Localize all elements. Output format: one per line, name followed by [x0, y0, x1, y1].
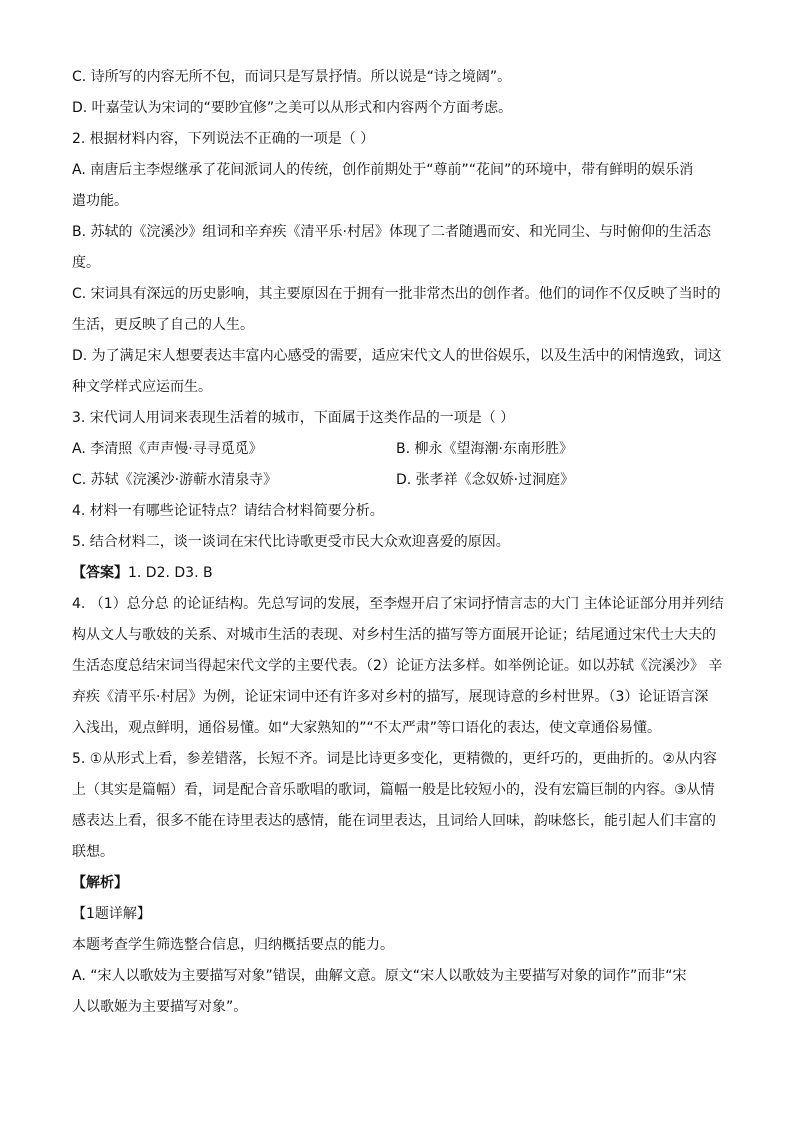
analysis-label: 【解析】 — [72, 875, 128, 891]
answer-text: 1. D2. D3. B — [128, 565, 213, 581]
text-line: 度。 — [72, 255, 100, 271]
text-line: 种文学样式应运而生。 — [72, 379, 212, 395]
q3-options-row-1 — [72, 434, 724, 465]
answer-4-line: 入浅出，观点鲜明，通俗易懂。如“大家熟知的”“不太严肃”等口语化的表达，使文章通俗易懂。 — [72, 720, 662, 736]
answer-5-line: 感表达上看，很多不能在诗里表达的感情，能在词里表达，且词给人回味，韵味悠长，能引起人们丰富的 — [72, 813, 716, 829]
question-5: 5. 结合材料二，谈一谈词在宋代比诗歌更受市民大众欢迎喜爱的原因。 — [72, 534, 510, 550]
question-3: 3. 宋代词人用词来表现生活着的城市，下面属于这类作品的一项是（ ） — [72, 410, 515, 426]
text-line: D. 叶嘉莹认为宋词的“要眇宜修”之美可以从形式和内容两个方面考虑。 — [72, 100, 513, 116]
text-line: 生活，更反映了自己的人生。 — [72, 317, 254, 333]
answer-label: 【答案】 — [72, 565, 128, 581]
detail-line: 本题考查学生筛选整合信息，归纳概括要点的能力。 — [72, 937, 394, 953]
q3-options-row-2 — [72, 465, 724, 496]
answer-4-line: 4. （1）总分总 的论证结构。先总写词的发展，至李煜开启了宋词抒情言志的大门 主体论证部分用并列结 — [72, 596, 724, 612]
text-line: C. 诗所写的内容无所不包，而词只是写景抒情。所以说是“诗之境阔”。 — [72, 69, 512, 85]
detail-line: 人以歌姬为主要描写对象”。 — [72, 999, 248, 1015]
question-4: 4. 材料一有哪些论证特点？请结合材料简要分析。 — [72, 503, 384, 519]
answer-4-line: 生活态度总结宋词当得起宋代文学的主要代表。（2）论证方法多样。如举例论证。如以苏轼《浣溪沙》 辛 — [72, 658, 723, 674]
answer-4-line: 弃疾《清平乐·村居》为例，论证宋词中还有许多对乡村的描写，展现诗意的乡村世界。（3）论证语言深 — [72, 689, 709, 705]
question-2: 2. 根据材料内容，下列说法不正确的一项是（ ） — [72, 131, 375, 147]
text-line: C. 宋词具有深远的历史影响，其主要原因在于拥有一批非常杰出的创作者。他们的词作不仅反映了当时的 — [72, 286, 721, 302]
answer-5-line: 联想。 — [72, 844, 114, 860]
answer-5-line: 上（其实是篇幅）看，词是配合音乐歌唱的歌词，篇幅一般是比较短小的，没有宏篇巨制的内容。③从情 — [72, 782, 715, 798]
q3-option-b: B. 柳永《望海潮·东南形胜》 — [396, 441, 573, 457]
q3-option-d: D. 张孝祥《念奴娇·过洞庭》 — [396, 472, 575, 488]
detail-label: 【1题详解】 — [72, 906, 151, 922]
detail-line: A. “宋人以歌妓为主要描写对象”错误，曲解文意。原文“宋人以歌妓为主要描写对象的词作”而非“宋 — [72, 968, 687, 984]
q3-option-a: A. 李清照《声声慢·寻寻觅觅》 — [72, 441, 263, 457]
text-line: D. 为了满足宋人想要表达丰富内心感受的需要，适应宋代文人的世俗娱乐，以及生活中的闲情逸致，词这 — [72, 348, 722, 364]
text-line: A. 南唐后主李煜继承了花间派词人的传统，创作前期处于“尊前”“花间”的环境中，带有鲜明的娱乐消 — [72, 162, 694, 178]
answer-4-line: 构从文人与歌妓的关系、对城市生活的表现、对乡村生活的描写等方面展开论证；结尾通过宋代士大夫的 — [72, 627, 716, 643]
document-page — [72, 62, 724, 1023]
answer-5-line: 5. ①从形式上看，参差错落，长短不齐。词是比诗更多变化，更精微的，更纤巧的，更曲折的。②从内容 — [72, 751, 717, 767]
text-line: 遣功能。 — [72, 193, 128, 209]
q3-option-c: C. 苏轼《浣溪沙·游蕲水清泉寺》 — [72, 472, 278, 488]
text-line: B. 苏轼的《浣溪沙》组词和辛弃疾《清平乐·村居》体现了二者随遇而安、和光同尘、与时俯仰的生活态 — [72, 224, 711, 240]
answer-line — [72, 558, 724, 589]
